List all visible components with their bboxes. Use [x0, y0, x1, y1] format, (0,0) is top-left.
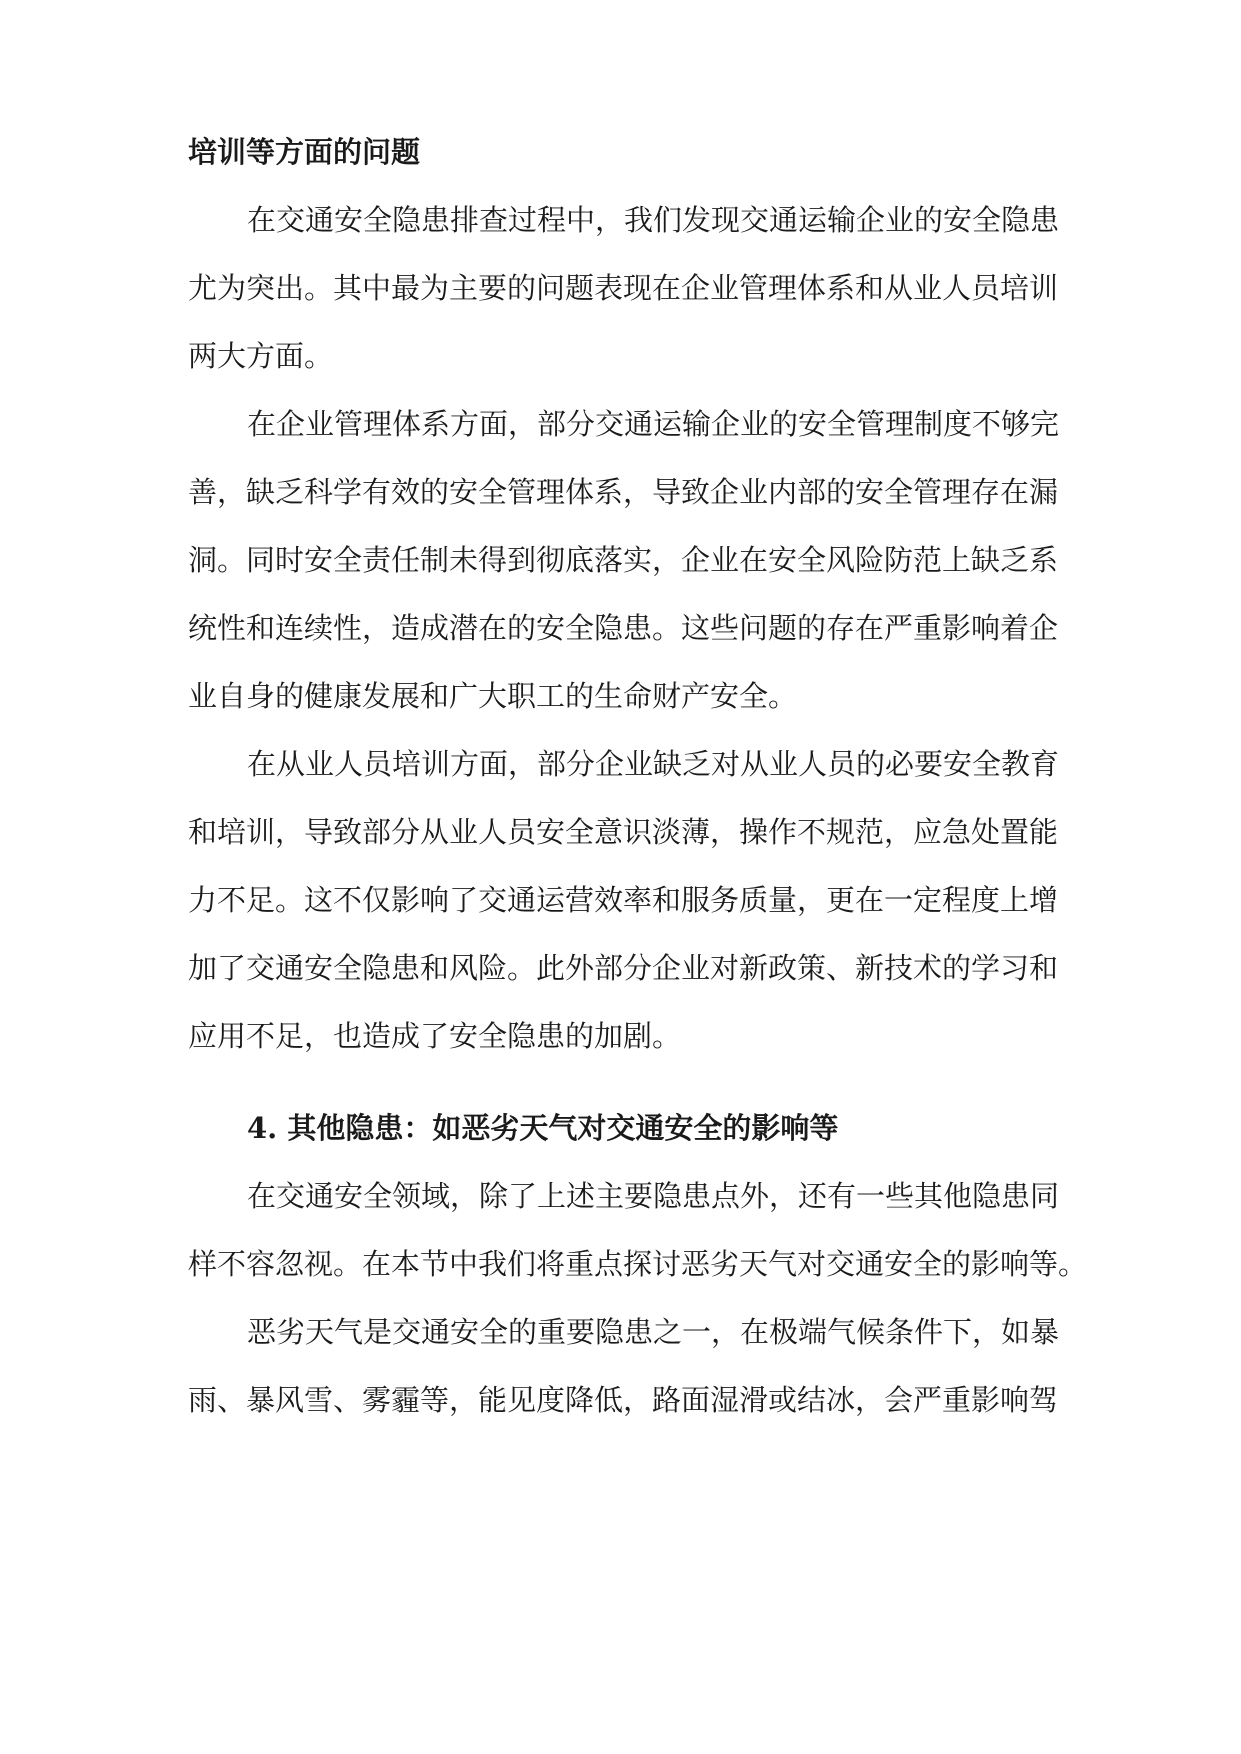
paragraph-line: 力不足。这不仅影响了交通运营效率和服务质量，更在一定程度上增: [188, 883, 1059, 917]
paragraph-line: 洞。同时安全责任制未得到彻底落实，企业在安全风险防范上缺乏系: [188, 543, 1059, 577]
section-heading: 4. 其他隐患：如恶劣天气对交通安全的影响等: [247, 1111, 839, 1145]
paragraph-line: 尤为突出。其中最为主要的问题表现在企业管理体系和从业人员培训: [188, 271, 1059, 305]
paragraph-line: 善，缺乏科学有效的安全管理体系，导致企业内部的安全管理存在漏: [188, 475, 1059, 509]
paragraph-line: 应用不足，也造成了安全隐患的加剧。: [188, 1019, 682, 1053]
paragraph-line: 在交通安全隐患排查过程中，我们发现交通运输企业的安全隐患: [247, 203, 1060, 237]
paragraph-line: 加了交通安全隐患和风险。此外部分企业对新政策、新技术的学习和: [188, 951, 1059, 985]
paragraph-line: 两大方面。: [188, 339, 334, 373]
section-heading-continued: 培训等方面的问题: [188, 135, 421, 169]
paragraph-line: 在从业人员培训方面，部分企业缺乏对从业人员的必要安全教育: [247, 747, 1060, 781]
paragraph-line: 和培训，导致部分从业人员安全意识淡薄，操作不规范，应急处置能: [188, 815, 1059, 849]
paragraph-line: 统性和连续性，造成潜在的安全隐患。这些问题的存在严重影响着企: [188, 611, 1059, 645]
paragraph-line: 在企业管理体系方面，部分交通运输企业的安全管理制度不够完: [247, 407, 1060, 441]
paragraph-line: 雨、暴风雪、雾霾等，能见度降低，路面湿滑或结冰，会严重影响驾: [188, 1383, 1059, 1417]
paragraph-line: 样不容忽视。在本节中我们将重点探讨恶劣天气对交通安全的影响等。: [188, 1247, 1088, 1281]
paragraph-line: 恶劣天气是交通安全的重要隐患之一，在极端气候条件下，如暴: [247, 1315, 1060, 1349]
paragraph-line: 在交通安全领域，除了上述主要隐患点外，还有一些其他隐患同: [247, 1179, 1060, 1213]
paragraph-line: 业自身的健康发展和广大职工的生命财产安全。: [188, 679, 798, 713]
